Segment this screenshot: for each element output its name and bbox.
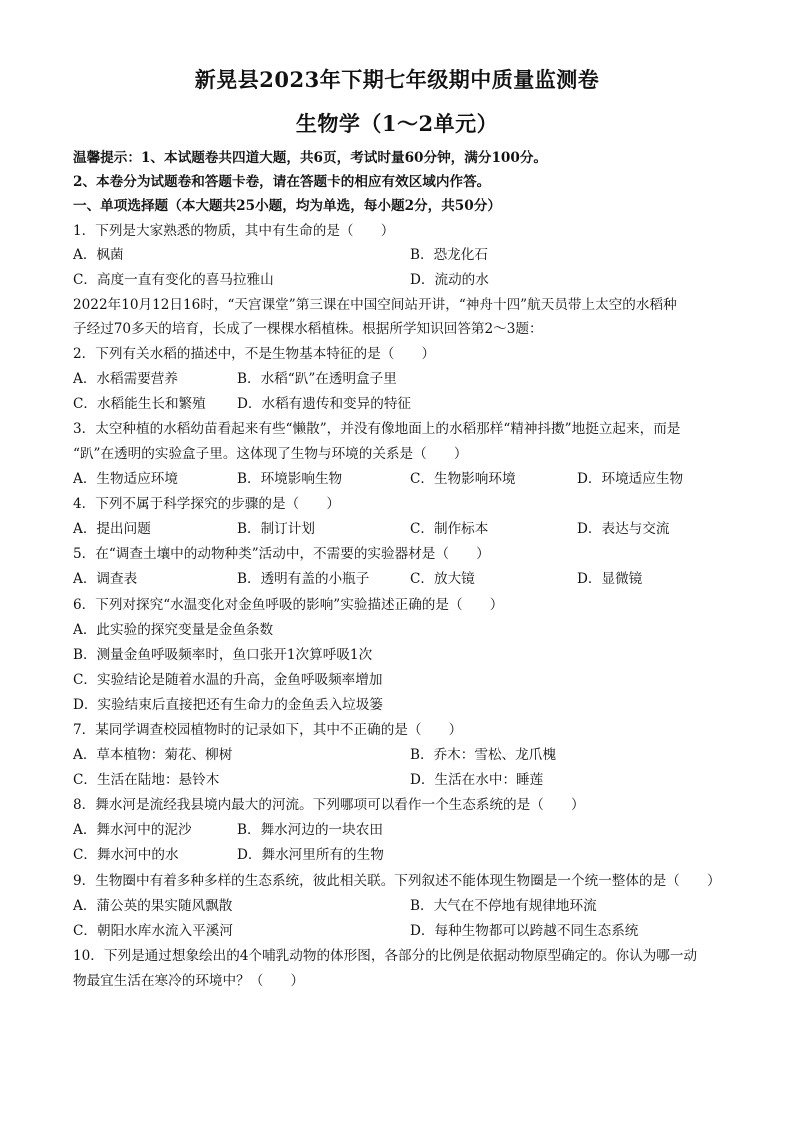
q1-option-d: D．流动的水 <box>410 272 489 288</box>
q5-stem: 5．在“调查土壤中的动物种类”活动中，不需要的实验器材是（ ） <box>73 546 490 562</box>
q4-option-a: A．提出问题 <box>73 521 151 537</box>
q10-stem-line-2: 物最宜生活在寒冷的环境中？（ ） <box>73 973 305 989</box>
passage-line-1: 2022年10月12日16时，“天宫课堂”第三课在中国空间站开讲，“神舟十四”航天员带上太空的水稻种 <box>73 297 677 313</box>
q7-option-c: C．生活在陆地：悬铃木 <box>73 772 220 788</box>
q1-stem: 1．下列是大家熟悉的物质，其中有生命的是（ ） <box>73 223 395 239</box>
q5-option-c: C．放大镜 <box>410 571 475 587</box>
q9-stem: 9．生物圈中有着多种多样的生态系统，彼此相关联。下列叙述不能体现生物圈是一个统一整体的是（ ） <box>73 873 721 889</box>
q8-option-c: C．舞水河中的水 <box>73 847 179 863</box>
q4-option-c: C．制作标本 <box>410 521 489 537</box>
q8-option-d: D．舞水河里所有的生物 <box>237 847 384 863</box>
q3-option-d: D．环境适应生物 <box>577 471 684 487</box>
q3-option-c: C．生物影响环境 <box>410 471 516 487</box>
notice-line-1: 温馨提示：1、本试题卷共四道大题，共6页，考试时量60分钟，满分100分。 <box>73 150 548 166</box>
q7-stem: 7．某同学调查校园植物时的记录如下，其中不正确的是（ ） <box>73 722 463 738</box>
q6-option-a: A．此实验的探究变量是金鱼条数 <box>73 622 274 638</box>
q5-option-a: A．调查表 <box>73 571 138 587</box>
q9-option-a: A．蒲公英的果实随风飘散 <box>73 898 233 914</box>
q1-option-b: B．恐龙化石 <box>410 247 488 263</box>
q3-option-a: A．生物适应环境 <box>73 471 178 487</box>
exam-subtitle: 生物学（1～2单元） <box>295 111 499 136</box>
q3-option-b: B．环境影响生物 <box>237 471 343 487</box>
q6-option-c: C．实验结论是随着水温的升高，金鱼呼吸频率增加 <box>73 672 383 688</box>
q9-option-d: D．每种生物都可以跨越不同生态系统 <box>410 923 639 939</box>
q6-option-b: B．测量金鱼呼吸频率时，鱼口张开1次算呼吸1次 <box>73 647 373 663</box>
q4-stem: 4．下列不属于科学探究的步骤的是（ ） <box>73 496 340 512</box>
q2-option-b: B．水稻“趴”在透明盒子里 <box>237 371 397 387</box>
q8-stem: 8．舞水河是流经我县境内最大的河流。下列哪项可以看作一个生态系统的是（ ） <box>73 797 585 813</box>
q8-option-a: A．舞水河中的泥沙 <box>73 822 192 838</box>
q3-stem-line-1: 3．太空种植的水稻幼苗看起来有些“懒散”，并没有像地面上的水稻那样“精神抖擞”地挺立起来，而是 <box>73 421 681 437</box>
q4-option-b: B．制订计划 <box>237 521 315 537</box>
passage-line-2: 子经过70多天的培育，长成了一棵棵水稻植株。根据所学知识回答第2～3题： <box>73 321 543 337</box>
q2-stem: 2．下列有关水稻的描述中，不是生物基本特征的是（ ） <box>73 346 436 362</box>
q1-option-c: C．高度一直有变化的喜马拉雅山 <box>73 272 274 288</box>
q2-option-d: D．水稻有遗传和变异的特征 <box>237 396 412 412</box>
q2-option-c: C．水稻能生长和繁殖 <box>73 396 206 412</box>
q8-option-b: B．舞水河边的一块农田 <box>237 822 383 838</box>
q2-option-a: A．水稻需要营养 <box>73 371 178 387</box>
q9-option-b: B．大气在不停地有规律地环流 <box>410 898 597 914</box>
notice-line-2: 2、本卷分为试题卷和答题卡卷，请在答题卡的相应有效区域内作答。 <box>73 174 491 190</box>
q7-option-d: D．生活在水中：睡莲 <box>410 772 544 788</box>
q5-option-b: B．透明有盖的小瓶子 <box>237 571 370 587</box>
q7-option-a: A．草本植物：菊花、柳树 <box>73 747 233 763</box>
q6-stem: 6．下列对探究“水温变化对金鱼呼吸的影响”实验描述正确的是（ ） <box>73 597 504 613</box>
q7-option-b: B．乔木：雪松、龙爪槐 <box>410 747 556 763</box>
q1-option-a: A．枫菌 <box>73 247 124 263</box>
q10-stem-line-1: 10．下列是通过想象绘出的4个哺乳动物的体形图，各部分的比例是依据动物原型确定的。你认为哪一动 <box>73 948 698 964</box>
q4-option-d: D．表达与交流 <box>577 521 670 537</box>
q5-option-d: D．显微镜 <box>577 571 643 587</box>
q6-option-d: D．实验结束后直接把还有生命力的金鱼丢入垃圾篓 <box>73 697 383 713</box>
q3-stem-line-2: “趴”在透明的实验盒子里。这体现了生物与环境的关系是（ ） <box>73 446 468 462</box>
exam-title: 新晃县2023年下期七年级期中质量监测卷 <box>194 67 600 92</box>
q9-option-c: C．朝阳水库水流入平溪河 <box>73 923 233 939</box>
section-heading: 一、单项选择题（本大题共25小题，均为单选，每小题2分，共50分） <box>73 198 501 214</box>
